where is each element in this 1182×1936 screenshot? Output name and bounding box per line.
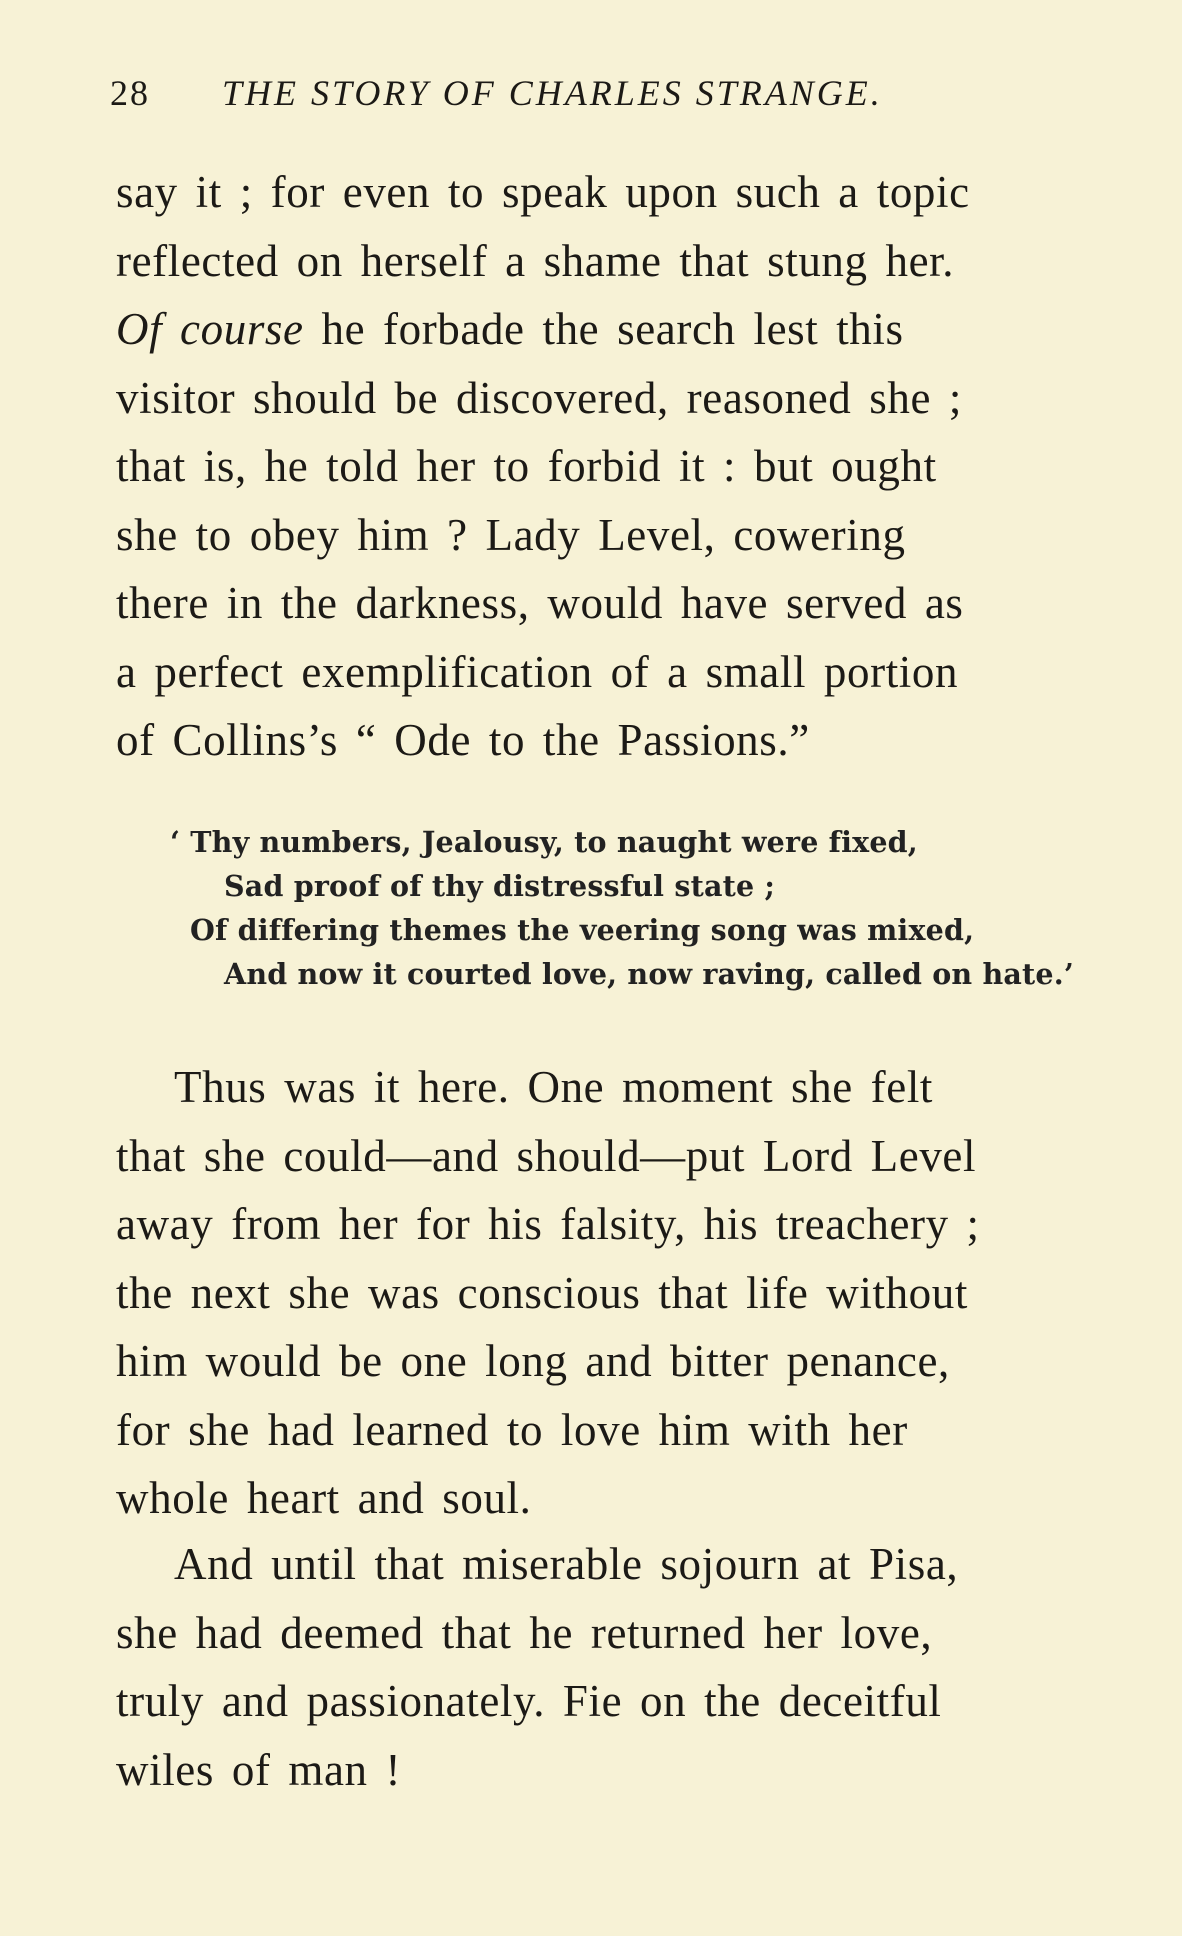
text-line: away from her for his falsity, his treachery ; [116, 1199, 980, 1249]
verse-line: ‘ Thy numbers, Jealousy, to naught were fixed, [170, 825, 918, 859]
text-line: a perfect exemplification of a small portion [116, 646, 959, 697]
text-line: And until that miserable sojourn at Pisa, [174, 1539, 959, 1589]
italic-phrase: Of course [116, 304, 304, 354]
text-line: Thus was it here. One moment she felt [174, 1062, 934, 1112]
running-title: THE STORY OF CHARLES STRANGE. [222, 73, 883, 113]
text-line: reflected on herself a shame that stung her. [116, 235, 955, 286]
running-header [110, 72, 1090, 122]
text-line: there in the darkness, would have served as [116, 578, 964, 628]
text-line-rest: he forbade the search lest this [321, 304, 904, 354]
text-line: that is, he told her to forbid it : but ought [116, 441, 937, 491]
text-line: she had deemed that he returned her love, [116, 1607, 933, 1658]
text-line: of Collins’s “ Ode to the Passions.” [116, 715, 810, 765]
verse-line: Of differing themes the veering song was mixed, [190, 913, 975, 947]
text-line: for she had learned to love him with her [116, 1404, 908, 1455]
text-line: visitor should be discovered, reasoned she ; [116, 372, 962, 423]
verse-quotation [170, 820, 1074, 996]
paragraph-1 [116, 158, 1074, 775]
text-line: whole heart and soul. [116, 1473, 532, 1523]
text-line: that she could—and should—put Lord Level [116, 1130, 977, 1181]
text-line: truly and passionately. Fie on the deceitful [116, 1676, 942, 1726]
text-line: the next she was conscious that life without [116, 1267, 968, 1318]
text-line: she to obey him ? Lady Level, cowering [116, 509, 906, 560]
verse-line: Sad proof of thy distressful state ; [224, 869, 776, 903]
paragraph-3 [116, 1530, 1080, 1804]
verse-line: And now it courted love, now raving, called on hate.’ [224, 957, 1074, 991]
text-line: wiles of man ! [116, 1744, 402, 1795]
text-line: say it ; for even to speak upon such a topic [116, 167, 970, 217]
paragraph-2 [116, 1053, 1078, 1533]
text-line [116, 295, 1074, 364]
text-line: him would be one long and bitter penance, [116, 1336, 950, 1386]
page-number: 28 [110, 73, 150, 113]
